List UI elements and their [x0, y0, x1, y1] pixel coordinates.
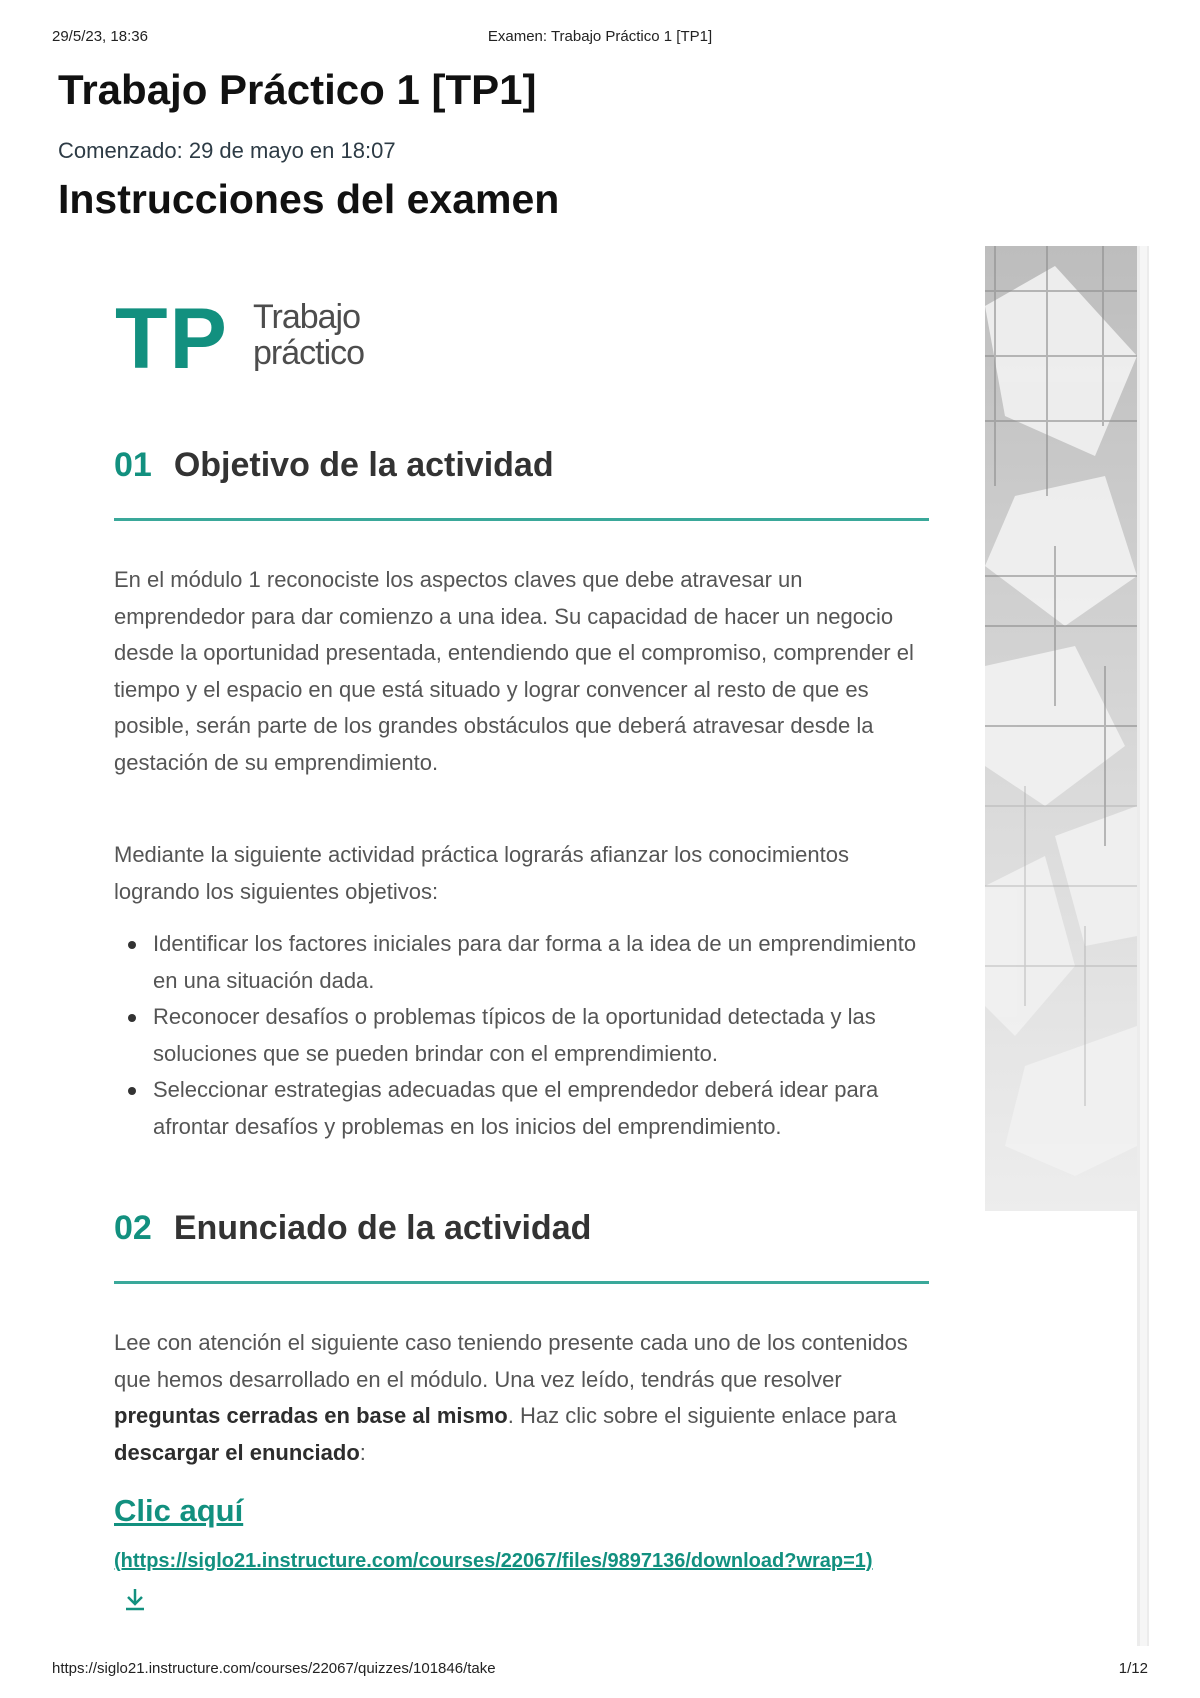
section-divider — [114, 518, 929, 521]
objectives-list — [114, 926, 939, 1145]
logo-text-line2: práctico — [253, 334, 365, 372]
section-number: 02 — [114, 1209, 152, 1247]
objectives-intro-paragraph: Mediante la siguiente actividad práctica lograrás afianzar los conocimientos logrando los siguientes objetivos: — [114, 842, 849, 904]
section-number: 01 — [114, 446, 152, 484]
section-title: Enunciado de la actividad — [173, 1209, 592, 1247]
logo-mark: TP — [115, 291, 229, 387]
quiz-started-date: Comenzado: 29 de mayo en 18:07 — [58, 138, 396, 163]
print-datetime: 29/5/23, 18:36 — [52, 28, 148, 45]
trabajo-practico-logo — [115, 291, 395, 396]
section-heading-enunciado — [114, 1209, 591, 1248]
quiz-title: Trabajo Práctico 1 [TP1] — [58, 66, 537, 113]
print-header — [52, 28, 1148, 48]
download-arrow-icon[interactable] — [122, 1586, 148, 1612]
instructions-heading: Instrucciones del examen — [58, 176, 560, 222]
statement-paragraph — [114, 1325, 939, 1471]
statement-text: Lee con atención el siguiente caso teniendo presente cada uno de los contenidos que hemos desarrollado en el módulo. Una vez leído, tendrás que resolver — [114, 1330, 908, 1392]
print-document-title: Examen: Trabajo Práctico 1 [TP1] — [487, 28, 713, 45]
list-item: Reconocer desafíos o problemas típicos de la oportunidad detectada y las soluciones que se pueden brindar con el emprendimiento. — [114, 999, 939, 1072]
section-heading-objetivo — [114, 446, 554, 485]
print-page-number: 1/12 — [1118, 1660, 1148, 1677]
statement-text: : — [359, 1439, 366, 1465]
section-divider — [114, 1281, 929, 1284]
decorative-architecture-image — [985, 246, 1137, 1211]
scrollbar-thumb[interactable] — [1140, 246, 1147, 1646]
statement-text: . Haz clic sobre el siguiente enlace para — [507, 1403, 897, 1428]
print-footer — [52, 1660, 1148, 1680]
section-title: Objetivo de la actividad — [173, 446, 554, 484]
list-item: Identificar los factores iniciales para dar forma a la idea de un emprendimiento en una situación dada. — [114, 926, 939, 999]
objective-paragraph: En el módulo 1 reconociste los aspectos claves que debe atravesar un emprendedor para dar comienzo a una idea. Su capacidad de hacer un negocio desde la oportunidad presentada, entendiendo que el compromiso, comprender el tiempo y el espacio en que está situado y lograr convencer al resto de que es posible, serán parte de los grandes obstáculos que deberá atravesar desde la gestación de su emprendimiento. — [114, 567, 914, 775]
statement-bold-text: preguntas cerradas en base al mismo — [114, 1403, 508, 1428]
clic-aqui-link[interactable]: Clic aquí — [114, 1493, 244, 1528]
download-url-text: (https://siglo21.instructure.com/courses/22067/files/9897136/download?wrap=1) — [114, 1550, 873, 1572]
logo-text-line1: Trabajo — [253, 298, 361, 336]
download-url-link[interactable] — [114, 1543, 894, 1617]
print-page-url: https://siglo21.instructure.com/courses/22067/quizzes/101846/take — [52, 1660, 496, 1677]
list-item: Seleccionar estrategias adecuadas que el emprendedor deberá idear para afrontar desafíos y problemas en los inicios del emprendimiento. — [114, 1072, 939, 1145]
statement-bold-text: descargar el enunciado — [114, 1439, 360, 1465]
